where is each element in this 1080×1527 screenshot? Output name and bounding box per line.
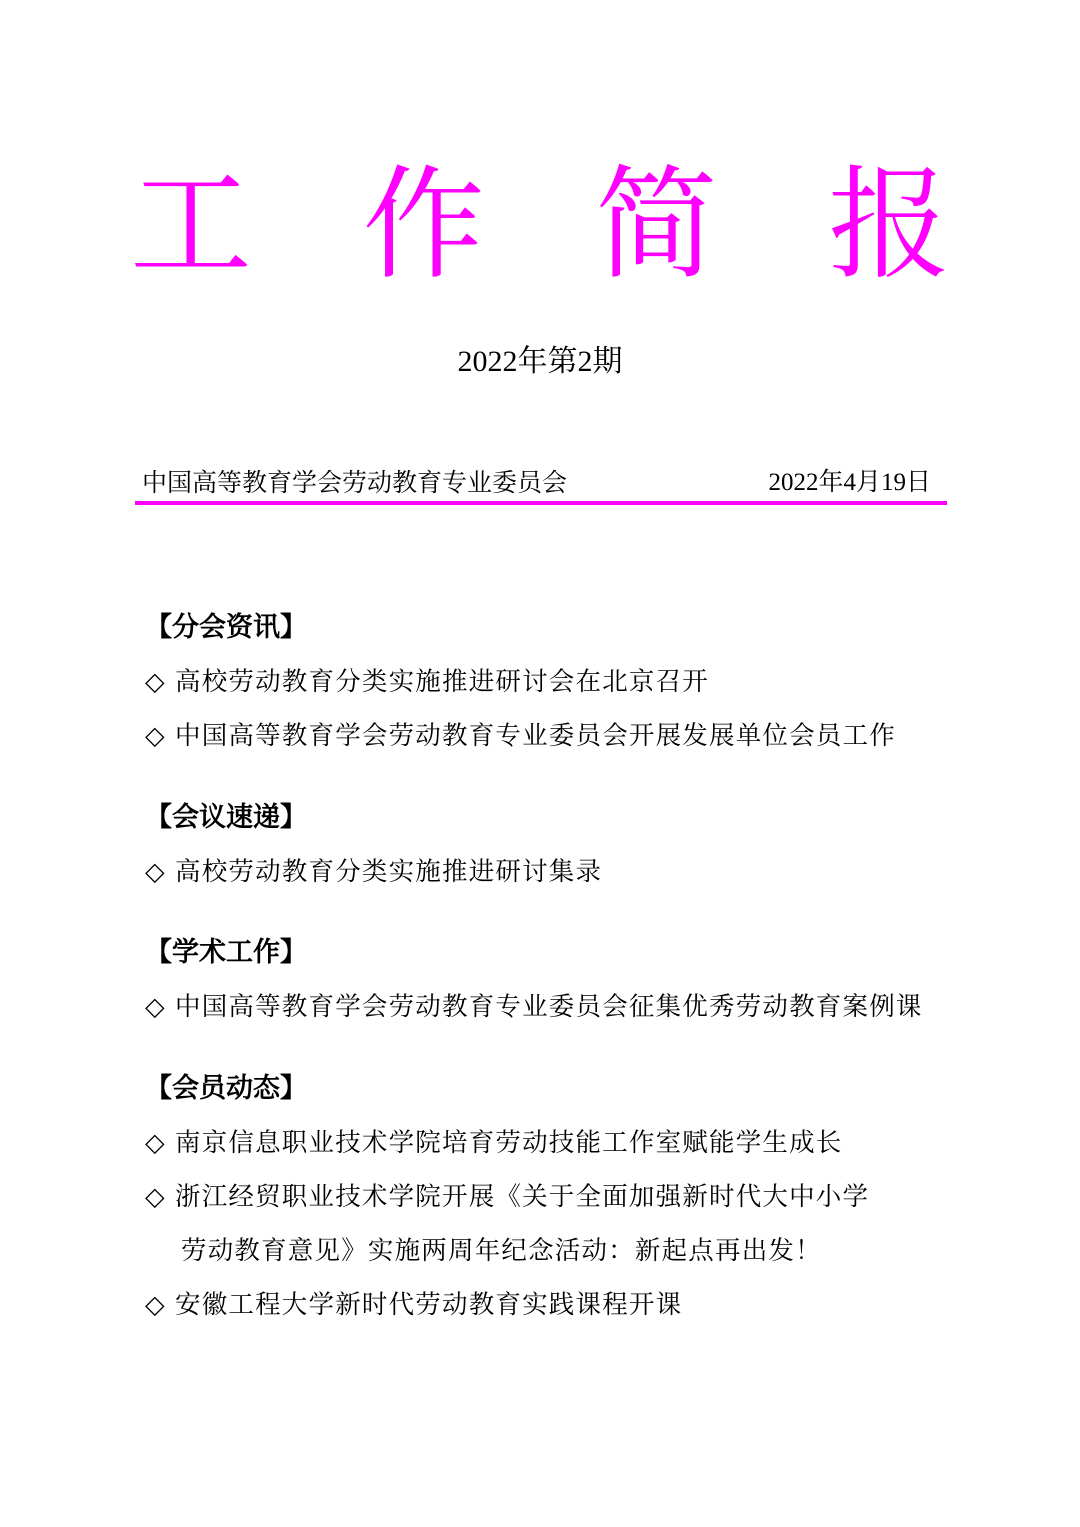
publisher-org: 中国高等教育学会劳动教育专业委员会 [142,468,568,497]
diamond-bullet-icon: ◇ [145,1290,166,1320]
diamond-bullet-icon: ◇ [145,667,166,697]
list-item[interactable] [145,1116,965,1170]
section-meeting-express [145,798,965,899]
section-academic-work [145,933,965,1034]
diamond-bullet-icon: ◇ [145,1128,166,1158]
issue-number: 2022年第2期 [457,345,623,378]
section-title: 【学术工作】 [145,937,307,968]
item-text: 南京信息职业技术学院培育劳动技能工作室赋能学生成长 [175,1128,843,1158]
item-text: 安徽工程大学新时代劳动教育实践课程开课 [175,1290,683,1320]
section-title: 【会议速递】 [145,802,307,833]
list-item[interactable] [145,980,965,1034]
diamond-bullet-icon: ◇ [145,992,166,1022]
list-item[interactable] [145,709,965,763]
item-text: 中国高等教育学会劳动教育专业委员会开展发展单位会员工作 [175,721,896,751]
list-item[interactable] [145,1278,965,1332]
item-text: 浙江经贸职业技术学院开展《关于全面加强新时代大中小学 [175,1182,870,1212]
masthead-title: 工 作 简 报 [129,154,987,296]
diamond-bullet-icon: ◇ [145,1182,166,1212]
list-item[interactable] [145,655,965,709]
section-branch-news [145,608,965,763]
diamond-bullet-icon: ◇ [145,721,166,751]
list-item[interactable] [145,845,965,899]
item-text: 中国高等教育学会劳动教育专业委员会征集优秀劳动教育案例课 [175,992,923,1022]
publish-date: 2022年4月19日 [768,469,931,496]
section-title: 【分会资讯】 [145,612,307,643]
header-divider [135,501,947,505]
item-text: 高校劳动教育分类实施推进研讨集录 [175,857,603,887]
publisher-bar [135,462,947,504]
list-item[interactable] [145,1170,965,1278]
diamond-bullet-icon: ◇ [145,857,166,887]
item-text: 高校劳动教育分类实施推进研讨会在北京召开 [175,667,710,697]
item-text-continuation: 劳动教育意见》实施两周年纪念活动：新起点再出发！ [181,1236,822,1266]
section-member-updates [145,1069,965,1332]
section-title: 【会员动态】 [145,1073,307,1104]
